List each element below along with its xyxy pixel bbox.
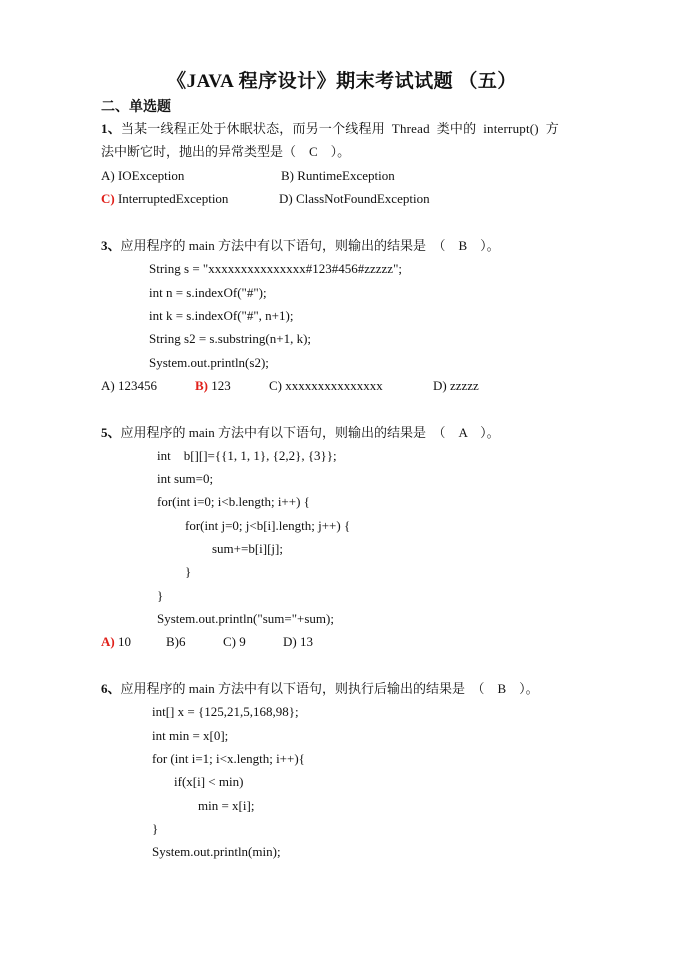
- q3-code-line: System.out.println(s2);: [149, 355, 269, 370]
- q3-option-a: A) 123456: [101, 378, 157, 393]
- q3-option-c: C) xxxxxxxxxxxxxxx: [269, 378, 383, 393]
- q1-option-c-text: InterruptedException: [114, 191, 229, 206]
- q5-code-line: }: [185, 564, 192, 579]
- q5-option-c: C) 9: [223, 634, 246, 649]
- q1-option-d: D) ClassNotFoundException: [279, 191, 430, 206]
- q1-answer-letter: C): [101, 191, 115, 206]
- q5-code-line: for(int j=0; j<b[i].length; j++) {: [185, 518, 351, 533]
- q5-code-line: System.out.println("sum="+sum);: [157, 611, 334, 626]
- q3-option-b-text: 123: [208, 378, 231, 393]
- q5-option-b: B)6: [166, 634, 186, 649]
- question-1-line-2: 法中断它时，抛出的异常类型是（ C ）。: [101, 144, 351, 159]
- question-3-text: 应用程序的 main 方法中有以下语句，则输出的结果是 （ B ）。: [120, 238, 500, 253]
- q5-code-line: sum+=b[i][j];: [212, 541, 283, 556]
- q6-code-line: }: [152, 821, 159, 836]
- question-6-text: 应用程序的 main 方法中有以下语句，则执行后输出的结果是 （ B ）。: [120, 681, 539, 696]
- question-3-number: 3、: [101, 238, 121, 253]
- question-3-line: [101, 237, 500, 255]
- q3-option-b: [195, 377, 231, 395]
- question-5-text: 应用程序的 main 方法中有以下语句，则输出的结果是 （ A ）。: [120, 425, 500, 440]
- q3-answer-letter: B): [195, 378, 208, 393]
- q5-code-line: int b[][]={{1, 1, 1}, {2,2}, {3}};: [157, 448, 337, 463]
- q5-option-a: [101, 633, 131, 651]
- question-1-number: 1、: [101, 121, 121, 136]
- q5-answer-letter: A): [101, 634, 115, 649]
- q6-code-line: int[] x = {125,21,5,168,98};: [152, 704, 299, 719]
- q6-code-line: min = x[i];: [198, 798, 255, 813]
- q5-option-d: D) 13: [283, 634, 313, 649]
- exam-title: 《JAVA 程序设计》期末考试试题 （五）: [167, 71, 517, 92]
- q5-option-a-text: 10: [114, 634, 131, 649]
- q3-code-line: int k = s.indexOf("#", n+1);: [149, 308, 294, 323]
- q3-code-line: String s2 = s.substring(n+1, k);: [149, 331, 312, 346]
- question-6-number: 6、: [101, 681, 121, 696]
- q1-option-c: [101, 190, 228, 208]
- q6-code-line: int min = x[0];: [152, 728, 229, 743]
- question-1-text: 当某一线程正处于休眠状态，而另一个线程用 Thread 类中的 interrupt() 方: [120, 121, 559, 136]
- q1-option-a: A) IOException: [101, 168, 185, 183]
- section-heading: 二、单选题: [101, 100, 171, 115]
- q3-option-d: D) zzzzz: [433, 378, 479, 393]
- q3-code-line: int n = s.indexOf("#");: [149, 285, 267, 300]
- q5-code-line: }: [157, 588, 164, 603]
- q6-code-line: if(x[i] < min): [174, 774, 244, 789]
- q6-code-line: for (int i=1; i<x.length; i++){: [152, 751, 305, 766]
- q6-code-line: System.out.println(min);: [152, 844, 281, 859]
- q5-code-line: int sum=0;: [157, 471, 214, 486]
- q5-code-line: for(int i=0; i<b.length; i++) {: [157, 494, 310, 509]
- question-5-line: [101, 424, 500, 442]
- question-6-line: [101, 680, 539, 698]
- q1-option-b: B) RuntimeException: [281, 168, 395, 183]
- question-5-number: 5、: [101, 425, 121, 440]
- question-1-line-1: [101, 120, 559, 138]
- q3-code-line: String s = "xxxxxxxxxxxxxxx#123#456#zzzzz";: [149, 261, 402, 276]
